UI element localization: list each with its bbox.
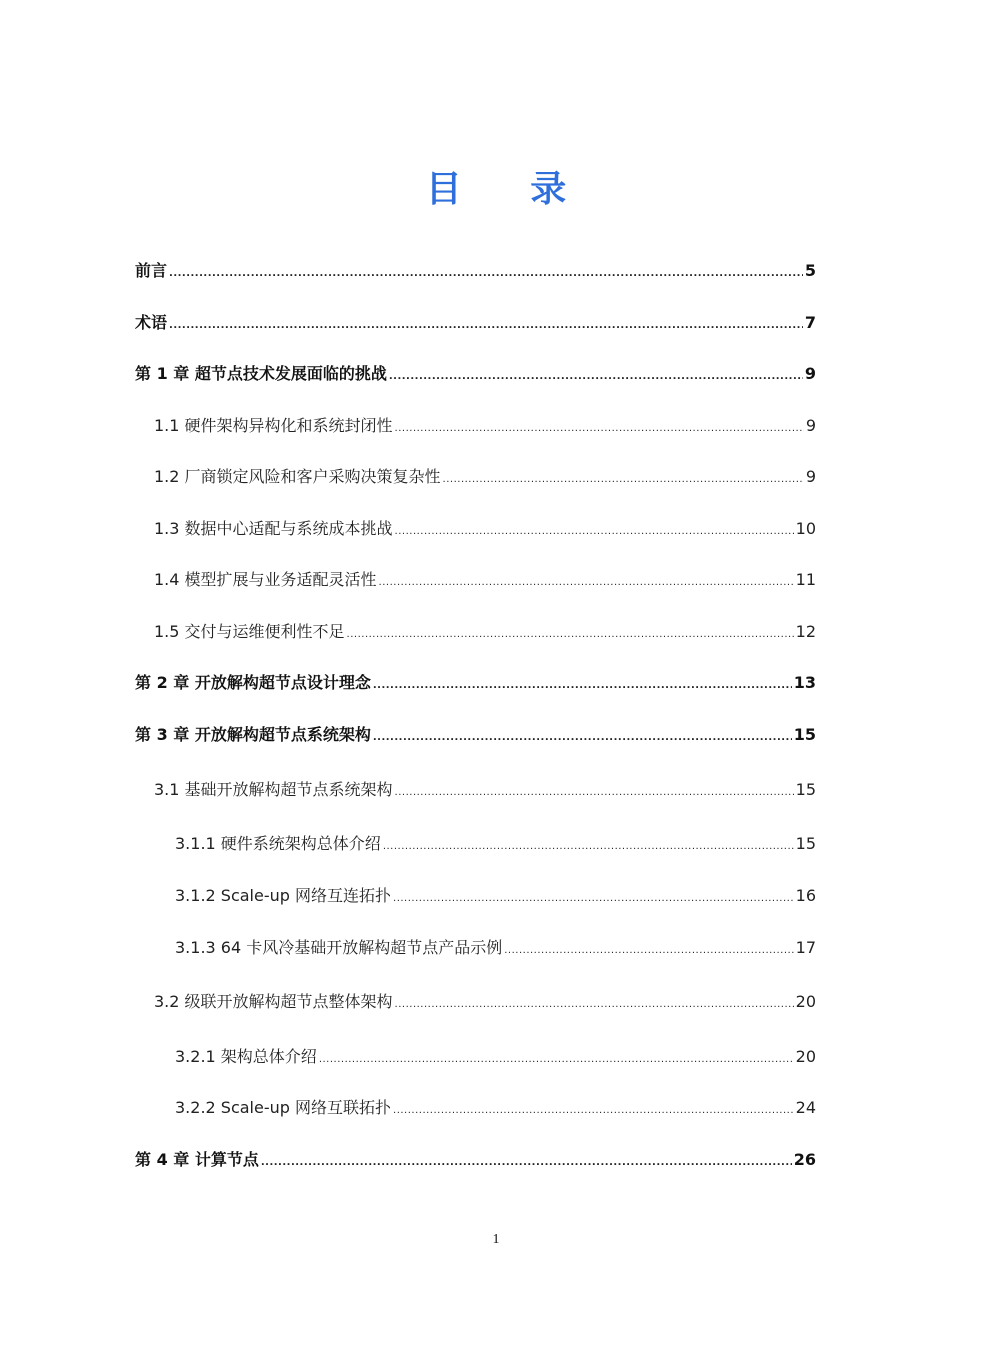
toc-entry-label: 第 1 章 超节点技术发展面临的挑战 [135, 364, 387, 383]
toc-entry-3-2[interactable] [154, 991, 816, 1013]
toc-entry-page: 17 [795, 938, 816, 957]
toc-dot-leader [169, 263, 803, 285]
toc-entry-label: 1.3 数据中心适配与系统成本挑战 [154, 519, 393, 538]
toc-dot-leader [395, 418, 804, 440]
toc-dot-leader [383, 836, 794, 858]
toc-entry-chapter-4[interactable] [135, 1149, 816, 1171]
toc-entry-chapter-1[interactable] [135, 363, 816, 385]
toc-entry-page: 7 [804, 313, 816, 332]
toc-entry-page: 16 [795, 886, 816, 905]
toc-entry-1-4[interactable] [154, 569, 816, 591]
toc-entry-3-1-3[interactable] [175, 937, 816, 959]
toc-entry-label: 1.4 模型扩展与业务适配灵活性 [154, 570, 377, 589]
toc-entry-label: 第 3 章 开放解构超节点系统架构 [135, 725, 371, 744]
toc-entry-3-2-2[interactable] [175, 1097, 816, 1119]
toc-entry-label: 3.1.3 64 卡风冷基础开放解构超节点产品示例 [175, 938, 503, 957]
toc-entry-3-1[interactable] [154, 779, 816, 801]
toc-entry-label: 第 2 章 开放解构超节点设计理念 [135, 673, 371, 692]
toc-dot-leader [395, 782, 794, 804]
toc-entry-page: 12 [795, 622, 816, 641]
toc-entry-1-1[interactable] [154, 415, 816, 437]
toc-dot-leader [379, 572, 794, 594]
toc-title: 目 录 [425, 169, 595, 210]
toc-entry-page: 15 [795, 780, 816, 799]
toc-entry-label: 第 4 章 计算节点 [135, 1150, 259, 1169]
page-number: 1 [492, 1232, 500, 1247]
toc-dot-leader [169, 315, 803, 337]
toc-dot-leader [393, 888, 794, 910]
toc-dot-leader [261, 1152, 792, 1174]
toc-entry-preface[interactable] [135, 260, 816, 282]
toc-entry-label: 3.1 基础开放解构超节点系统架构 [154, 780, 393, 799]
toc-entry-terms[interactable] [135, 312, 816, 334]
toc-entry-1-2[interactable] [154, 466, 816, 488]
toc-entry-label: 3.1.1 硬件系统架构总体介绍 [175, 834, 381, 853]
toc-entry-3-1-1[interactable] [175, 833, 816, 855]
toc-dot-leader [393, 1100, 794, 1122]
toc-entry-label: 1.5 交付与运维便利性不足 [154, 622, 345, 641]
toc-entry-page: 9 [805, 416, 816, 435]
toc-entry-1-5[interactable] [154, 621, 816, 643]
toc-entry-label: 3.2.2 Scale-up 网络互联拓扑 [175, 1098, 392, 1117]
toc-dot-leader [347, 624, 794, 646]
toc-entry-label: 术语 [135, 313, 168, 332]
toc-entry-page: 15 [793, 725, 816, 744]
toc-dot-leader [373, 727, 792, 749]
toc-entry-page: 5 [804, 261, 816, 280]
toc-dot-leader [504, 940, 793, 962]
toc-entry-label: 3.2 级联开放解构超节点整体架构 [154, 992, 393, 1011]
toc-entry-page: 13 [793, 673, 816, 692]
toc-entry-page: 9 [805, 467, 816, 486]
toc-entry-page: 20 [795, 1047, 816, 1066]
toc-entry-page: 20 [795, 992, 816, 1011]
toc-dot-leader [373, 675, 792, 697]
toc-dot-leader [389, 366, 803, 388]
toc-dot-leader [395, 521, 794, 543]
toc-entry-3-1-2[interactable] [175, 885, 816, 907]
toc-dot-leader [443, 469, 804, 491]
toc-dot-leader [319, 1049, 794, 1071]
toc-entry-page: 10 [795, 519, 816, 538]
toc-entry-page: 24 [795, 1098, 816, 1117]
toc-entry-label: 1.1 硬件架构异构化和系统封闭性 [154, 416, 393, 435]
toc-entry-label: 3.1.2 Scale-up 网络互连拓扑 [175, 886, 392, 905]
toc-entry-1-3[interactable] [154, 518, 816, 540]
toc-entry-chapter-3[interactable] [135, 724, 816, 746]
toc-entry-label: 前言 [135, 261, 168, 280]
toc-entry-label: 1.2 厂商锁定风险和客户采购决策复杂性 [154, 467, 441, 486]
toc-entry-page: 26 [793, 1150, 816, 1169]
toc-entry-3-2-1[interactable] [175, 1046, 816, 1068]
toc-dot-leader [395, 994, 794, 1016]
toc-entry-chapter-2[interactable] [135, 672, 816, 694]
toc-entry-page: 9 [804, 364, 816, 383]
toc-entry-label: 3.2.1 架构总体介绍 [175, 1047, 317, 1066]
toc-entry-page: 11 [795, 570, 816, 589]
toc-entry-page: 15 [795, 834, 816, 853]
